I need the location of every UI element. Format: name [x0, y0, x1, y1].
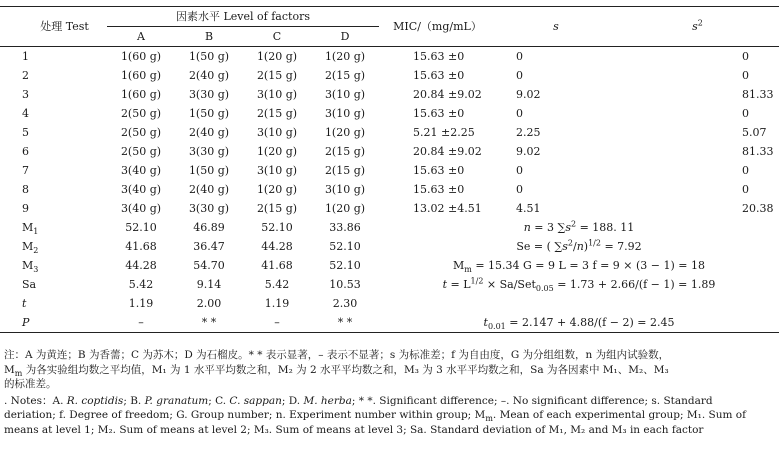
- cell-s: 9.02: [516, 88, 541, 101]
- table-row: [0, 180, 779, 199]
- cell-s2: 5.07: [742, 126, 767, 139]
- cell-b: 3(30 g): [188, 202, 230, 215]
- cell-s2: 0: [742, 183, 749, 196]
- cell-a: 2(50 g): [120, 145, 162, 158]
- row-label: $M_2$: [22, 240, 39, 256]
- cell-c: 2(15 g): [256, 69, 298, 82]
- cell-c: 5.42: [264, 278, 290, 291]
- cell-b: 1(50 g): [188, 107, 230, 120]
- cell-a: 5.42: [128, 278, 154, 291]
- table-row: [0, 199, 779, 218]
- cell-c: 1(20 g): [256, 183, 298, 196]
- formula-se: Se = ( $\sum s^2/n)^{1/2} = 7.92$: [516, 238, 642, 253]
- cell-b: 54.70: [193, 259, 225, 272]
- cell-c: 3(10 g): [256, 164, 298, 177]
- cell-mic: 15.63 ±0: [413, 164, 465, 177]
- cell-b: 36.47: [193, 240, 225, 253]
- cell-b: * *: [175, 313, 243, 333]
- summary-row-t: [0, 294, 779, 313]
- table-row: [0, 66, 779, 85]
- cell-s2: 20.38: [742, 202, 774, 215]
- row-label: 1: [22, 50, 29, 63]
- cell-c: 1(20 g): [256, 50, 298, 63]
- cell-mic: 15.63 ±0: [413, 107, 465, 120]
- row-label: $M_3$: [22, 259, 39, 275]
- table-row: [0, 161, 779, 180]
- cell-d: 10.53: [329, 278, 361, 291]
- cell-s2: 81.33: [742, 145, 774, 158]
- notes-chinese: 注：A 为黄连；B 为香薷；C 为苏木；D 为石榴皮。* * 表示显著，– 表示不显著；s 为标准差；f 为自由度，G 为分组组数，n 为组内试验数， $M_m$ 为各实验组均数之平均值，M₁ 为 1 水平平均数之和，M₂ 为 2 水平平均数之和，M₃ 为 3 水平平均数之和，Sa 为各因素中 M₁、M₂、M₃ 的标准差。: [4, 349, 670, 390]
- table-row: [0, 142, 779, 161]
- cell-d: 2(15 g): [324, 145, 366, 158]
- row-label: t: [22, 297, 27, 310]
- cell-a: 1(60 g): [120, 88, 162, 101]
- cell-a: –: [107, 313, 175, 333]
- cell-s2: 81.33: [742, 88, 774, 101]
- mic-header: MIC/（mg/mL）: [379, 7, 496, 47]
- cell-s: 0: [516, 164, 523, 177]
- cell-d: 1(20 g): [324, 202, 366, 215]
- cell-c: 2(15 g): [256, 202, 298, 215]
- cell-s2: 0: [742, 69, 749, 82]
- cell-b: 46.89: [193, 221, 225, 234]
- cell-s: 2.25: [516, 126, 541, 139]
- cell-a: 2(50 g): [120, 126, 162, 139]
- cell-b: 3(30 g): [188, 88, 230, 101]
- cell-s2: 0: [742, 50, 749, 63]
- treatment-header: 处理 Test: [0, 7, 107, 47]
- summary-row-m1: [0, 218, 779, 237]
- cell-d: 3(10 g): [324, 107, 366, 120]
- cell-s: 0: [516, 69, 523, 82]
- row-label: 9: [22, 202, 29, 215]
- cell-a: 52.10: [125, 221, 157, 234]
- cell-a: 3(40 g): [120, 202, 162, 215]
- formula-mm: $M_m = 15.34$ G = 9 L = 3 f = 9 × (3 − 1) = 18: [452, 259, 706, 275]
- table-row: [0, 85, 779, 104]
- cell-c: 52.10: [261, 221, 293, 234]
- cell-s: 4.51: [516, 202, 541, 215]
- cell-a: 1(60 g): [120, 50, 162, 63]
- formula-t-001: $t_{0.01} = 2.147 + 4.88/(f - 2) = 2.45$: [379, 294, 779, 333]
- cell-s: 9.02: [516, 145, 541, 158]
- cell-d: 52.10: [329, 240, 361, 253]
- data-rows: [0, 47, 779, 219]
- cell-c: 1.19: [264, 297, 290, 310]
- row-label: 3: [22, 88, 29, 101]
- summary-row-sa: [0, 275, 779, 294]
- cell-s2: 0: [742, 107, 749, 120]
- cell-c: 3(10 g): [256, 88, 298, 101]
- table-notes: [4, 348, 776, 439]
- cell-d: 33.86: [329, 221, 361, 234]
- cell-d: * *: [311, 313, 379, 333]
- cell-c: 41.68: [261, 259, 293, 272]
- cell-s2: 0: [742, 164, 749, 177]
- cell-b: 1(50 g): [188, 164, 230, 177]
- row-label: 8: [22, 183, 29, 196]
- factor-c-header: C: [243, 27, 311, 47]
- cell-a: 2(50 g): [120, 107, 162, 120]
- cell-mic: 15.63 ±0: [413, 183, 465, 196]
- cell-c: 2(15 g): [256, 107, 298, 120]
- cell-b: 9.14: [196, 278, 222, 291]
- cell-d: 1(20 g): [324, 50, 366, 63]
- cell-c: 3(10 g): [256, 126, 298, 139]
- cell-d: 2(15 g): [324, 69, 366, 82]
- summary-row-m2: [0, 237, 779, 256]
- factor-group-header: 因素水平 Level of factors: [107, 7, 379, 27]
- notes-english: . Notes：A. R. coptidis; B. P. granatum; C. C. sappan; D. M. herba; * *. Significant difference; –. No significant difference; s. Standard deriation; f. Degree of freedom; G. Group number; n. Experiment number within group; $M_m$. Mean of each experimental group; M₁. Sum of means at level 1; M₂. Sum of means at level 2; M₃. Sum of means at level 3; Sa. Standard deviation of M₁, M₂ and M₃ in each factor: [4, 394, 746, 436]
- cell-a: 41.68: [125, 240, 157, 253]
- cell-d: 3(10 g): [324, 183, 366, 196]
- cell-mic: 15.63 ±0: [413, 50, 465, 63]
- row-label: 5: [22, 126, 29, 139]
- cell-d: 52.10: [329, 259, 361, 272]
- table-row: [0, 123, 779, 142]
- row-label: 2: [22, 69, 29, 82]
- s2-header: $s^2$: [616, 7, 779, 47]
- cell-a: 3(40 g): [120, 164, 162, 177]
- row-label: 7: [22, 164, 29, 177]
- cell-mic: 20.84 ±9.02: [413, 145, 482, 158]
- row-label: P: [0, 313, 107, 333]
- cell-b: 1(50 g): [188, 50, 230, 63]
- cell-c: –: [243, 313, 311, 333]
- cell-a: 44.28: [125, 259, 157, 272]
- cell-c: 44.28: [261, 240, 293, 253]
- cell-a: 1.19: [128, 297, 154, 310]
- orthogonal-test-table: [0, 6, 779, 333]
- cell-b: 3(30 g): [188, 145, 230, 158]
- factor-b-header: B: [175, 27, 243, 47]
- cell-a: 3(40 g): [120, 183, 162, 196]
- cell-s: 0: [516, 50, 523, 63]
- summary-row-m3: [0, 256, 779, 275]
- cell-s: 0: [516, 183, 523, 196]
- table-row: [0, 47, 779, 67]
- cell-d: 2.30: [332, 297, 358, 310]
- cell-s: 0: [516, 107, 523, 120]
- cell-c: 1(20 g): [256, 145, 298, 158]
- cell-mic: 5.21 ±2.25: [413, 126, 475, 139]
- s-header: s: [496, 7, 616, 47]
- factor-a-header: A: [107, 27, 175, 47]
- cell-b: 2(40 g): [188, 126, 230, 139]
- row-label: 6: [22, 145, 29, 158]
- cell-mic: 15.63 ±0: [413, 69, 465, 82]
- cell-mic: 20.84 ±9.02: [413, 88, 482, 101]
- row-label: 4: [22, 107, 29, 120]
- formula-t-005: $t = L^{1/2} \times Sa/Set_{0.05} = 1.73 + 2.66/(f - 1) = 1.89$: [442, 276, 716, 294]
- cell-b: 2(40 g): [188, 183, 230, 196]
- cell-b: 2.00: [196, 297, 222, 310]
- header-row-1: [0, 7, 779, 27]
- formula-n-sum: n = 3 $\sum s^2 = 188$. 11: [523, 219, 635, 234]
- cell-mic: 13.02 ±4.51: [413, 202, 482, 215]
- row-label: Sa: [22, 278, 37, 291]
- cell-d: 3(10 g): [324, 88, 366, 101]
- cell-b: 2(40 g): [188, 69, 230, 82]
- factor-d-header: D: [311, 27, 379, 47]
- row-label: $M_1$: [22, 221, 39, 237]
- table-row: [0, 104, 779, 123]
- cell-d: 2(15 g): [324, 164, 366, 177]
- cell-a: 1(60 g): [120, 69, 162, 82]
- cell-d: 1(20 g): [324, 126, 366, 139]
